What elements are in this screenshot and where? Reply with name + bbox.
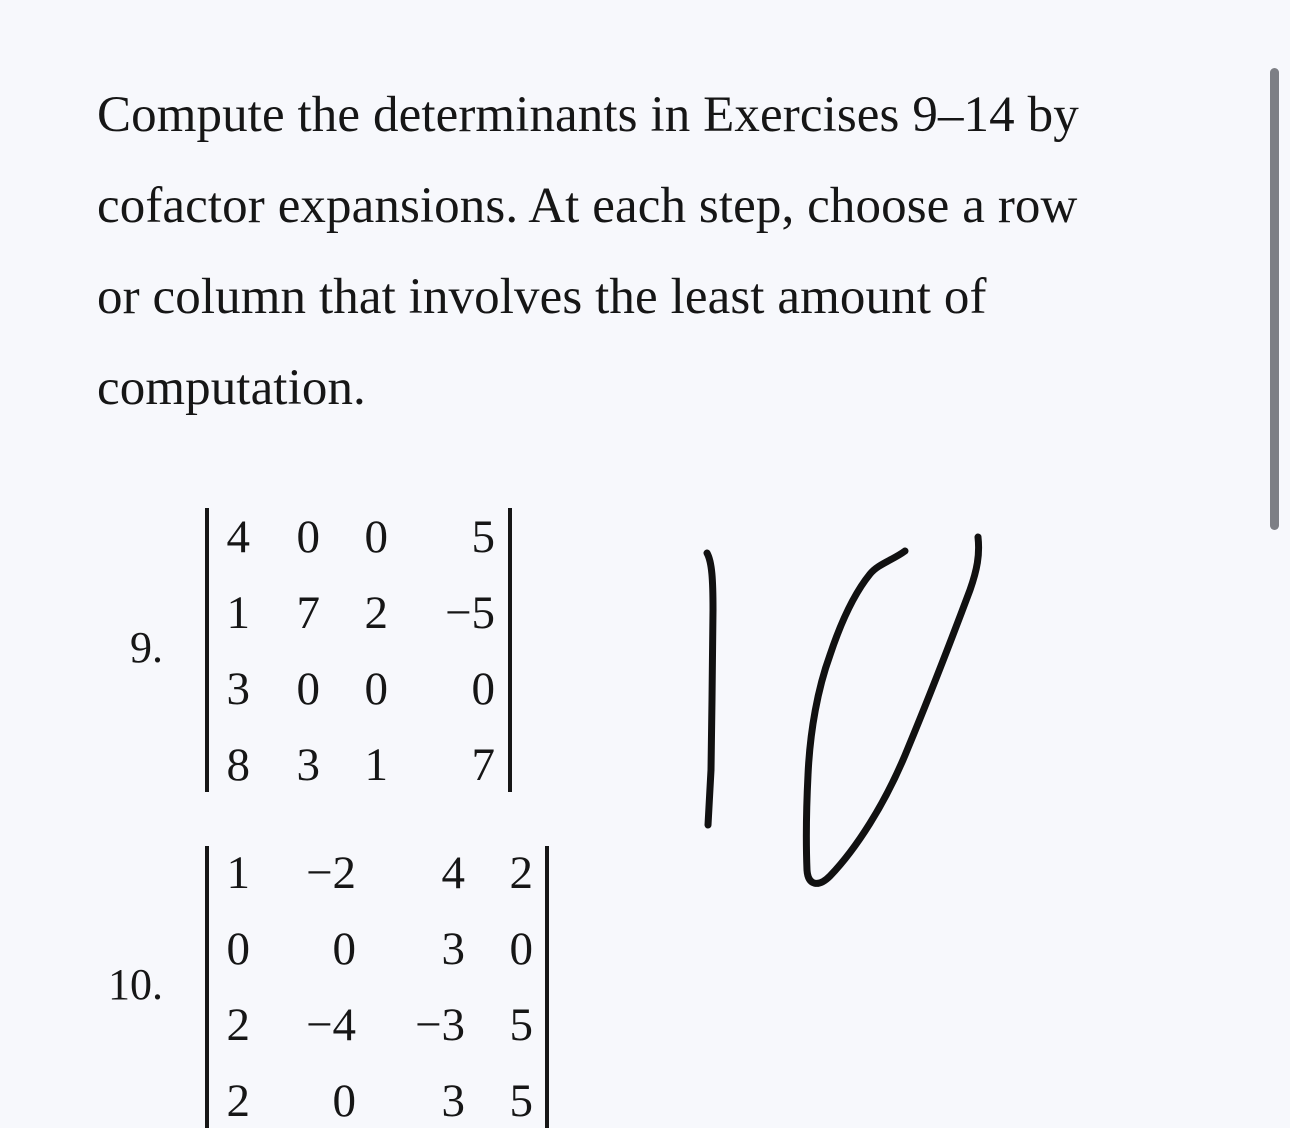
vertical-scrollbar[interactable] <box>1270 68 1279 530</box>
exercise-number: 10. <box>108 960 163 1009</box>
matrix-cell: 8 <box>226 739 250 791</box>
matrix-cell: 4 <box>226 511 250 563</box>
matrix-cell: 0 <box>226 923 250 975</box>
matrix-cell: 0 <box>471 663 495 715</box>
matrix-cell: −3 <box>414 999 465 1051</box>
handwritten-digit-zero <box>806 537 978 883</box>
matrix-cell: 5 <box>509 1075 533 1127</box>
matrix-cell: 2 <box>226 999 250 1051</box>
matrix-cell: 0 <box>364 663 388 715</box>
matrix-cell: 0 <box>509 923 533 975</box>
matrix-cell: 0 <box>296 663 320 715</box>
matrix-cell: 4 <box>441 847 465 899</box>
matrix-cell: 7 <box>471 739 495 791</box>
matrix-cell: 3 <box>226 663 250 715</box>
instructions-line: Compute the determinants in Exercises 9–14 by <box>97 87 1079 143</box>
matrix-cell: 2 <box>226 1075 250 1127</box>
matrix-cell: 0 <box>332 923 356 975</box>
matrix-cell: 1 <box>226 847 250 899</box>
matrix-cell: 2 <box>509 847 533 899</box>
matrix-cell: 0 <box>364 511 388 563</box>
matrix-cell: 0 <box>332 1075 356 1127</box>
matrix-cell: 1 <box>226 587 250 639</box>
matrix-cell: 5 <box>509 999 533 1051</box>
exercise-number: 9. <box>130 623 163 672</box>
matrix-cell: 2 <box>364 587 388 639</box>
matrix-cell: 3 <box>296 739 320 791</box>
matrix-cell: 7 <box>296 587 320 639</box>
handwritten-digit-one <box>707 553 713 825</box>
matrix-cell: 5 <box>471 511 495 563</box>
matrix-cell: 3 <box>441 923 465 975</box>
instructions-line: or column that involves the least amount of <box>97 269 987 325</box>
instructions-line: cofactor expansions. At each step, choose a row <box>97 178 1078 234</box>
matrix-cell: −2 <box>305 847 356 899</box>
matrix-cell: −5 <box>444 587 495 639</box>
matrix-cell: 3 <box>441 1075 465 1127</box>
matrix-cell: 1 <box>364 739 388 791</box>
matrix-cell: 0 <box>296 511 320 563</box>
instructions-line: computation. <box>97 360 366 416</box>
matrix-cell: −4 <box>305 999 356 1051</box>
